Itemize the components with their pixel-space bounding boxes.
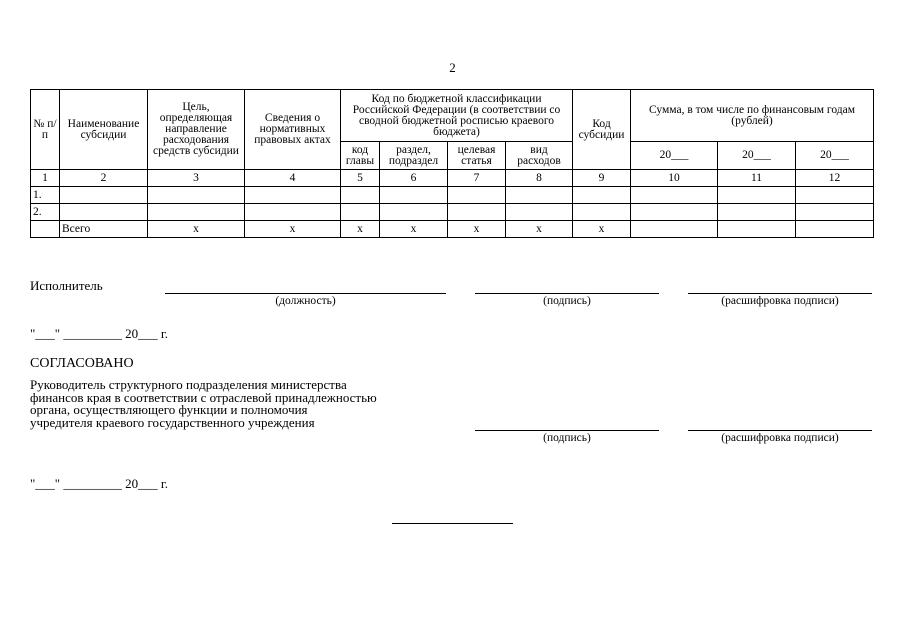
table-row (31, 187, 874, 204)
table-cell (448, 187, 506, 204)
header-year-2: 20___ (718, 142, 796, 170)
column-number: 6 (380, 170, 448, 187)
page-number: 2 (449, 60, 456, 75)
agreed-decoding-line (688, 430, 872, 431)
signature-caption: (подпись) (543, 295, 591, 307)
column-number: 11 (718, 170, 796, 187)
header-row-top (31, 90, 874, 142)
decoding-line (688, 293, 872, 294)
total-row (31, 221, 874, 238)
table-cell (573, 204, 631, 221)
header-legal-acts: Сведения о нормативных правовых актах (245, 90, 341, 170)
table-cell (506, 187, 573, 204)
column-number: 3 (148, 170, 245, 187)
table-row (31, 204, 874, 221)
table-cell (718, 221, 796, 238)
table-cell (148, 187, 245, 204)
table-cell (31, 221, 60, 238)
position-line (165, 293, 446, 294)
header-target-item: целевая статья (448, 142, 506, 170)
column-number: 4 (245, 170, 341, 187)
column-number: 10 (631, 170, 718, 187)
table-cell (796, 204, 874, 221)
agreed-title: СОГЛАСОВАНО (30, 356, 134, 371)
table-cell: х (245, 221, 341, 238)
end-separator-line (392, 523, 513, 524)
column-number-row (31, 170, 874, 187)
table-cell (573, 187, 631, 204)
table-cell: х (380, 221, 448, 238)
table-cell (796, 187, 874, 204)
agreed-signature-line (475, 430, 659, 431)
table-cell: х (148, 221, 245, 238)
table-cell (631, 187, 718, 204)
table-cell (60, 187, 148, 204)
column-number: 8 (506, 170, 573, 187)
header-expense-type: вид расходов (506, 142, 573, 170)
table-cell (631, 221, 718, 238)
agreed-body-line: Руководитель структурного подразделения министерства (30, 377, 347, 392)
signature-line (475, 293, 659, 294)
position-caption: (должность) (275, 295, 336, 307)
table-cell (341, 204, 380, 221)
table-cell (148, 204, 245, 221)
header-subsidy-code: Код субсидии (573, 90, 631, 170)
agreed-body-line: органа, осуществляющего функции и полномочия (30, 402, 308, 417)
header-subsidy-name: Наименование субсидии (60, 90, 148, 170)
header-purpose: Цель, определяющая направление расходования средств субсидии (148, 90, 245, 170)
column-number: 12 (796, 170, 874, 187)
table-cell (506, 204, 573, 221)
table-cell (796, 221, 874, 238)
table-cell: 2. (31, 204, 60, 221)
header-num: № п/п (31, 90, 60, 170)
header-chief-code: код главы (341, 142, 380, 170)
header-year-1: 20___ (631, 142, 718, 170)
column-number: 7 (448, 170, 506, 187)
header-section: раздел, подраздел (380, 142, 448, 170)
agreed-signature-caption: (подпись) (543, 432, 591, 444)
header-budget-classification: Код по бюджетной классификации Российской Федерации (в соответствии со сводной бюджетной росписью краевого бюджета) (341, 90, 573, 142)
table-cell (380, 187, 448, 204)
column-number: 1 (31, 170, 60, 187)
table-cell: х (341, 221, 380, 238)
table-cell (60, 204, 148, 221)
table-cell: х (448, 221, 506, 238)
header-sum: Сумма, в том числе по финансовым годам (рублей) (631, 90, 874, 142)
table-cell: х (506, 221, 573, 238)
table-cell (245, 187, 341, 204)
column-number: 2 (60, 170, 148, 187)
agreed-body-line: учредителя краевого государственного учреждения (30, 414, 315, 430)
table-cell (245, 204, 341, 221)
agreed-decoding-caption: (расшифровка подписи) (721, 432, 839, 444)
table-cell (341, 187, 380, 204)
agreed-body-line: финансов края в соответствии с отраслевой принадлежностью (30, 389, 377, 405)
header-year-3: 20___ (796, 142, 874, 170)
date-line: "___" _________ 20___ г. (30, 476, 168, 491)
table-cell (380, 204, 448, 221)
table-cell (631, 204, 718, 221)
total-label: Всего (60, 221, 148, 238)
date-line: "___" _________ 20___ г. (30, 326, 168, 341)
table-cell (448, 204, 506, 221)
table-cell: 1. (31, 187, 60, 204)
agreed-body (30, 379, 450, 429)
decoding-caption: (расшифровка подписи) (721, 295, 839, 307)
column-number: 5 (341, 170, 380, 187)
table-cell (718, 204, 796, 221)
table-cell (718, 187, 796, 204)
table-cell: х (573, 221, 631, 238)
column-number: 9 (573, 170, 631, 187)
subsidy-table (30, 89, 874, 238)
executor-label: Исполнитель (30, 278, 103, 293)
